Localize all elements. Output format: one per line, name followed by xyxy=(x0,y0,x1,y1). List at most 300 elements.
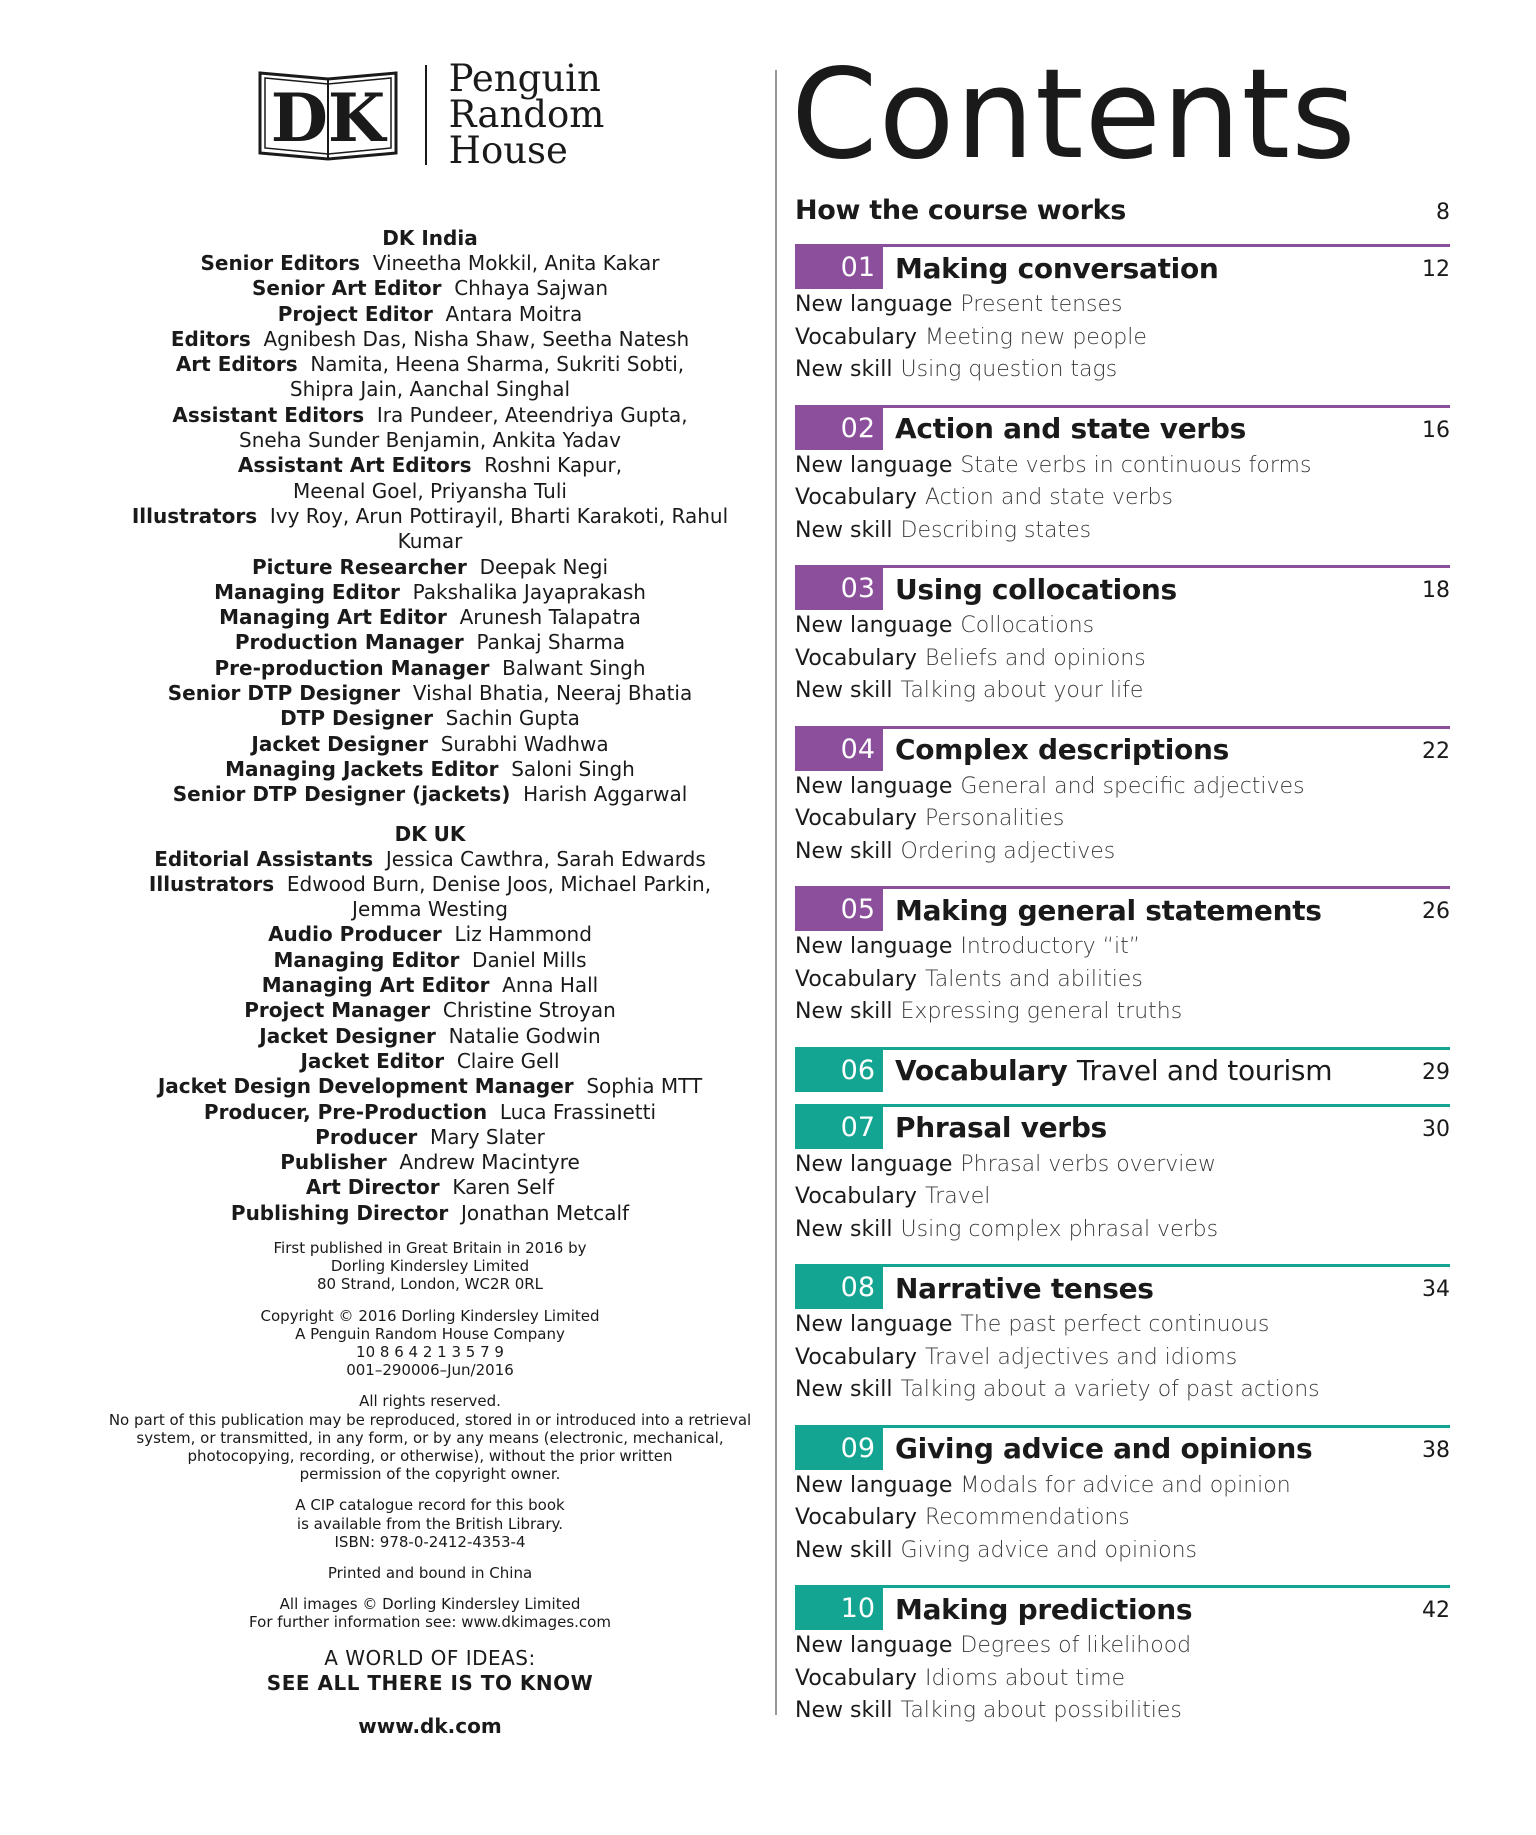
topic-value: Talking about a variety of past actions xyxy=(900,1377,1320,1402)
credit-names: Surabhi Wadhwa xyxy=(440,731,609,756)
credit-line xyxy=(100,327,760,352)
credit-line xyxy=(100,377,760,402)
topic-value: Introductory “it” xyxy=(960,934,1141,959)
unit-title-text: Making conversation xyxy=(895,251,1219,285)
credit-names: Karen Self xyxy=(452,1175,555,1200)
unit-title xyxy=(895,1054,1450,1087)
unit-topic-row xyxy=(795,803,1450,836)
unit-title xyxy=(895,733,1450,766)
unit-number-badge: 05 xyxy=(795,889,883,931)
imprint-line: All images © Dorling Kindersley Limited xyxy=(279,1595,581,1614)
unit-title-text: Vocabulary xyxy=(895,1054,1068,1087)
credit-line xyxy=(100,847,760,872)
unit-number-badge: 10 xyxy=(795,1588,883,1630)
unit-number-badge: 04 xyxy=(795,729,883,771)
unit-topics xyxy=(795,289,1450,387)
credit-role: Project Editor xyxy=(277,301,433,326)
unit-title-text: Action and state verbs xyxy=(895,412,1247,445)
credit-names: Andrew Macintyre xyxy=(399,1150,580,1175)
imprint-line: photocopying, recording, or otherwise), without the prior written xyxy=(187,1447,673,1466)
unit-header[interactable] xyxy=(795,1425,1450,1470)
topic-value: Ordering adjectives xyxy=(900,838,1116,864)
topic-label: Vocabulary xyxy=(795,1665,917,1691)
topic-label: New language xyxy=(795,452,953,478)
imprint-line: 10 8 6 4 2 1 3 5 7 9 xyxy=(356,1343,504,1361)
credit-role: Publishing Director xyxy=(230,1200,449,1225)
unit-topic-row xyxy=(795,1695,1450,1728)
unit-header[interactable] xyxy=(795,1047,1450,1092)
credit-names: Vishal Bhatia, Neeraj Bhatia xyxy=(412,681,693,706)
unit-topic-row xyxy=(795,1214,1450,1247)
topic-label: Vocabulary xyxy=(795,1344,917,1370)
credit-names: Natalie Godwin xyxy=(448,1023,601,1048)
topic-label: New skill xyxy=(795,678,893,703)
credit-line xyxy=(100,1100,760,1125)
imprint-line: Printed and bound in China xyxy=(327,1564,533,1583)
topic-label: New language xyxy=(795,773,953,799)
credit-line xyxy=(100,706,760,731)
unit-page-number: 42 xyxy=(1422,1598,1450,1623)
unit-topic-row xyxy=(795,1342,1450,1375)
credit-role: Project Manager xyxy=(244,998,431,1023)
dk-india-credits xyxy=(100,226,760,808)
unit-title xyxy=(895,1111,1450,1144)
credit-role: Managing Art Editor xyxy=(219,605,447,630)
credit-names: Jemma Westing xyxy=(352,897,508,922)
topic-label: New skill xyxy=(795,838,893,864)
topic-label: New language xyxy=(795,1633,953,1658)
credit-names: Anna Hall xyxy=(502,973,599,998)
toc-unit-01 xyxy=(795,244,1450,387)
credit-names: Balwant Singh xyxy=(502,655,646,680)
unit-header[interactable] xyxy=(795,1104,1450,1149)
topic-value: The past perfect continuous xyxy=(960,1312,1270,1337)
credit-role: Jacket Editor xyxy=(300,1048,445,1073)
cip-block xyxy=(100,1496,760,1551)
credit-role: Senior DTP Designer (jackets) xyxy=(172,782,511,807)
printed-block xyxy=(100,1564,760,1582)
credit-line xyxy=(100,897,760,922)
credit-line xyxy=(100,998,760,1023)
unit-title xyxy=(895,412,1450,445)
imprint-line: For further information see: www.dkimages.com xyxy=(249,1613,611,1632)
unit-topic-row xyxy=(795,482,1450,515)
imprint-line: 80 Strand, London, WC2R 0RL xyxy=(316,1275,544,1294)
tagline-line-1: A WORLD OF IDEAS: xyxy=(324,1645,536,1670)
credit-role: Managing Editor xyxy=(273,947,460,972)
imprint-line: is available from the British Library. xyxy=(296,1514,564,1533)
imprint-line: 001–290006–Jun/2016 xyxy=(346,1361,514,1380)
topic-value: Action and state verbs xyxy=(924,485,1173,510)
topic-value: Beliefs and opinions xyxy=(924,645,1146,671)
unit-number-badge: 02 xyxy=(795,408,883,450)
credit-line xyxy=(100,1201,760,1226)
credit-line xyxy=(100,1150,760,1175)
unit-topic-row xyxy=(795,1630,1450,1663)
topic-label: Vocabulary xyxy=(795,966,917,992)
topic-value: Modals for advice and opinion xyxy=(960,1472,1291,1498)
credit-line xyxy=(100,922,760,947)
topic-value: Travel adjectives and idioms xyxy=(924,1344,1238,1370)
credit-role: Senior Editors xyxy=(200,251,360,275)
credit-line xyxy=(100,428,760,453)
credit-names: Meenal Goel, Priyansha Tuli xyxy=(293,478,567,503)
topic-label: New skill xyxy=(795,1377,893,1402)
credit-names: Luca Frassinetti xyxy=(499,1099,657,1124)
credit-role: Art Director xyxy=(305,1175,440,1200)
unit-page-number: 38 xyxy=(1422,1437,1450,1463)
unit-topic-row xyxy=(795,1502,1450,1535)
topic-label: New language xyxy=(795,1151,953,1177)
unit-topics xyxy=(795,610,1450,708)
imprint-line: All rights reserved. xyxy=(359,1392,501,1411)
topic-label: New language xyxy=(795,1312,953,1337)
credit-line xyxy=(100,479,760,504)
publisher-logo xyxy=(100,57,760,172)
credit-line xyxy=(100,580,760,605)
topic-label: Vocabulary xyxy=(795,324,917,350)
unit-topics xyxy=(795,931,1450,1029)
unit-page-number: 12 xyxy=(1422,257,1450,282)
credit-names: Pakshalika Jayaprakash xyxy=(412,579,646,604)
unit-title-text: Complex descriptions xyxy=(895,733,1229,766)
credit-names: Harish Aggarwal xyxy=(523,782,688,807)
contents-column xyxy=(791,43,1450,1746)
credit-role: Editorial Assistants xyxy=(154,846,374,871)
credit-names: Shipra Jain, Aanchal Singhal xyxy=(289,377,571,402)
credit-role: Managing Editor xyxy=(214,579,400,604)
unit-header[interactable] xyxy=(795,726,1450,771)
unit-topic-row xyxy=(795,1149,1450,1182)
unit-header[interactable] xyxy=(795,565,1450,610)
imprint-line: permission of the copyright owner. xyxy=(299,1465,561,1484)
credit-line xyxy=(100,656,760,681)
imprint-line: First published in Great Britain in 2016 by xyxy=(273,1238,587,1257)
credit-role: Picture Researcher xyxy=(251,554,467,579)
unit-title-text: Making predictions xyxy=(895,1592,1193,1626)
credit-line xyxy=(100,1049,760,1074)
topic-label: New skill xyxy=(795,1216,893,1242)
credit-names: Pankaj Sharma xyxy=(476,630,626,655)
credit-names: Agnibesh Das, Nisha Shaw, Seetha Natesh xyxy=(263,326,690,351)
wordmark-line: Random xyxy=(448,93,605,136)
imprint-line: A Penguin Random House Company xyxy=(295,1324,565,1343)
credit-role: Assistant Art Editors xyxy=(237,453,472,478)
unit-topic-row xyxy=(795,1663,1450,1696)
credit-role: Assistant Editors xyxy=(172,402,365,427)
credit-line xyxy=(100,630,760,655)
credit-line xyxy=(100,948,760,973)
credit-role: Art Editors xyxy=(175,352,298,377)
unit-topic-row xyxy=(795,964,1450,997)
unit-topic-row xyxy=(795,1309,1450,1342)
unit-topic-row xyxy=(795,450,1450,483)
unit-number-badge: 06 xyxy=(795,1050,883,1092)
unit-header[interactable] xyxy=(795,1264,1450,1309)
wordmark-line: Penguin xyxy=(448,57,601,100)
credit-line xyxy=(100,681,760,706)
toc-unit-05 xyxy=(795,886,1450,1029)
unit-title-text: Narrative tenses xyxy=(895,1271,1154,1305)
credit-names: Jessica Cawthra, Sarah Edwards xyxy=(385,846,706,871)
credit-role: Producer, Pre-Production xyxy=(203,1099,488,1124)
unit-page-number: 16 xyxy=(1422,417,1450,443)
rights-block xyxy=(100,1392,760,1483)
tagline-line-2: SEE ALL THERE IS TO KNOW xyxy=(266,1670,594,1695)
unit-page-number: 26 xyxy=(1422,899,1450,924)
dk-logo-icon xyxy=(256,65,401,165)
topic-value: Travel xyxy=(924,1184,991,1209)
unit-title xyxy=(895,1432,1450,1465)
credit-role: Publisher xyxy=(280,1150,387,1175)
credit-names: Ira Pundeer, Ateendriya Gupta, xyxy=(376,402,688,427)
topic-label: Vocabulary xyxy=(795,1184,917,1209)
toc-entry-label: How the course works xyxy=(795,195,1127,226)
topic-label: New skill xyxy=(795,1698,893,1723)
unit-header[interactable] xyxy=(795,405,1450,450)
credit-role: Illustrators xyxy=(131,503,258,528)
credit-role: Production Manager xyxy=(234,630,464,655)
unit-page-number: 18 xyxy=(1422,578,1450,603)
credit-role: Illustrators xyxy=(148,871,275,896)
topic-value: Phrasal verbs overview xyxy=(960,1151,1216,1177)
unit-title xyxy=(895,1272,1450,1305)
imprint-line: Copyright © 2016 Dorling Kindersley Limited xyxy=(260,1306,600,1325)
toc-entry-how-course-works[interactable] xyxy=(795,195,1450,226)
toc-unit-09 xyxy=(795,1425,1450,1568)
unit-topic-row xyxy=(795,771,1450,804)
topic-label: New skill xyxy=(795,517,893,543)
unit-title xyxy=(895,1593,1450,1626)
unit-topics xyxy=(795,1470,1450,1568)
first-published-block xyxy=(100,1239,760,1294)
credit-role: Jacket Designer xyxy=(259,1023,436,1048)
topic-value: Talking about possibilities xyxy=(900,1698,1182,1723)
credit-line xyxy=(100,872,760,897)
topic-value: Giving advice and opinions xyxy=(900,1537,1198,1563)
toc-unit-03 xyxy=(795,565,1450,708)
toc-unit-06 xyxy=(795,1047,1450,1092)
topic-label: New language xyxy=(795,934,953,959)
unit-topics xyxy=(795,1630,1450,1728)
wordmark-line: House xyxy=(448,129,568,172)
unit-topic-row xyxy=(795,675,1450,708)
topic-value: Meeting new people xyxy=(924,324,1147,350)
unit-title-text: Using collocations xyxy=(895,572,1177,606)
topic-value: Personalities xyxy=(924,806,1065,831)
unit-title-text: Phrasal verbs xyxy=(895,1111,1107,1144)
credit-role: Pre-production Manager xyxy=(214,655,490,680)
imprint-line: A CIP catalogue record for this book xyxy=(295,1496,565,1515)
unit-title xyxy=(895,894,1450,927)
credit-role: Producer xyxy=(315,1124,418,1149)
credit-names: Chhaya Sajwan xyxy=(454,276,609,301)
unit-topic-row xyxy=(795,1470,1450,1503)
unit-topic-row xyxy=(795,836,1450,869)
credit-line xyxy=(100,973,760,998)
topic-label: Vocabulary xyxy=(795,806,917,831)
unit-number-badge: 03 xyxy=(795,568,883,610)
unit-topic-row xyxy=(795,610,1450,643)
dk-uk-credits xyxy=(100,822,760,1226)
unit-topic-row xyxy=(795,354,1450,387)
topic-label: New skill xyxy=(795,1537,893,1563)
topic-value: Collocations xyxy=(960,613,1095,638)
topic-value: Idioms about time xyxy=(924,1665,1126,1691)
penguin-random-house-wordmark xyxy=(427,57,605,172)
unit-page-number: 30 xyxy=(1422,1116,1450,1142)
topic-label: Vocabulary xyxy=(795,485,917,510)
unit-number-badge: 07 xyxy=(795,1107,883,1149)
credit-role: Senior Art Editor xyxy=(251,276,442,301)
credit-line xyxy=(100,1074,760,1099)
toc-unit-04 xyxy=(795,726,1450,869)
unit-topic-row xyxy=(795,643,1450,676)
imprint-line: system, or transmitted, in any form, or by any means (electronic, mechanical, xyxy=(136,1428,724,1447)
topic-value: Recommendations xyxy=(924,1505,1130,1530)
topic-value: Present tenses xyxy=(960,292,1123,317)
unit-number-badge: 01 xyxy=(795,247,883,289)
credit-names: Roshni Kapur, xyxy=(484,453,623,478)
topic-value: Using question tags xyxy=(900,357,1118,382)
unit-topic-row xyxy=(795,996,1450,1029)
credit-names: Sneha Sunder Benjamin, Ankita Yadav xyxy=(239,428,621,453)
unit-topic-row xyxy=(795,1535,1450,1568)
unit-page-number: 29 xyxy=(1422,1059,1450,1085)
credit-line xyxy=(100,276,760,301)
credit-line xyxy=(100,555,760,580)
topic-value: General and specific adjectives xyxy=(960,773,1305,799)
unit-topics xyxy=(795,771,1450,869)
credit-names: Liz Hammond xyxy=(454,922,592,947)
unit-page-number: 22 xyxy=(1422,738,1450,764)
credit-line xyxy=(100,1125,760,1150)
toc-unit-02 xyxy=(795,405,1450,548)
unit-topic-row xyxy=(795,1181,1450,1214)
credit-names: Claire Gell xyxy=(456,1048,560,1073)
topic-label: New skill xyxy=(795,999,893,1024)
dk-india-heading: DK India xyxy=(382,226,478,250)
credit-line xyxy=(100,504,760,555)
credit-role: Jacket Designer xyxy=(251,731,428,756)
unit-topics xyxy=(795,450,1450,548)
unit-title-text: Giving advice and opinions xyxy=(895,1432,1313,1465)
unit-topic-row xyxy=(795,322,1450,355)
topic-label: New language xyxy=(795,1472,953,1498)
credit-names: Mary Slater xyxy=(430,1124,545,1149)
unit-subtitle: Travel and tourism xyxy=(1076,1054,1333,1087)
imprint-line: Dorling Kindersley Limited xyxy=(330,1257,530,1276)
unit-topic-row xyxy=(795,289,1450,322)
credit-line xyxy=(100,302,760,327)
toc-unit-08 xyxy=(795,1264,1450,1407)
copyright-block xyxy=(100,1307,760,1380)
dk-logo-text: DK xyxy=(270,79,385,157)
unit-topics xyxy=(795,1309,1450,1407)
credit-line xyxy=(100,1175,760,1200)
topic-label: Vocabulary xyxy=(795,1505,917,1530)
credit-names: Sophia MTT xyxy=(586,1074,703,1099)
imprint-column xyxy=(100,57,760,1738)
imprint-line: No part of this publication may be reproduced, stored in or introduced into a retrieval xyxy=(108,1410,752,1429)
topic-label: Vocabulary xyxy=(795,645,917,671)
credit-names: Jonathan Metcalf xyxy=(460,1200,630,1225)
credit-names: Vineetha Mokkil, Anita Kakar xyxy=(372,251,660,275)
unit-topic-row xyxy=(795,515,1450,548)
credit-line xyxy=(100,251,760,276)
credit-names: Daniel Mills xyxy=(472,947,587,972)
credit-line xyxy=(100,453,760,478)
unit-header[interactable] xyxy=(795,1585,1450,1630)
unit-number-badge: 09 xyxy=(795,1428,883,1470)
unit-topic-row xyxy=(795,931,1450,964)
column-divider xyxy=(775,70,777,1715)
credit-line xyxy=(100,732,760,757)
credit-names: Saloni Singh xyxy=(511,756,635,781)
topic-value: State verbs in continuous forms xyxy=(960,452,1312,478)
dk-uk-heading: DK UK xyxy=(394,821,466,846)
unit-topic-row xyxy=(795,1374,1450,1407)
unit-number-badge: 08 xyxy=(795,1267,883,1309)
toc-page-number: 8 xyxy=(1436,200,1450,225)
credit-names: Christine Stroyan xyxy=(442,998,616,1023)
credit-role: Managing Jackets Editor xyxy=(225,756,499,781)
credit-names: Ivy Roy, Arun Pottirayil, Bharti Karakoti, Rahul Kumar xyxy=(269,503,729,554)
imprint-line: ISBN: 978-0-2412-4353-4 xyxy=(334,1532,526,1551)
credit-line xyxy=(100,1024,760,1049)
topic-value: Expressing general truths xyxy=(900,999,1183,1024)
credit-names: Edwood Burn, Denise Joos, Michael Parkin, xyxy=(286,871,712,896)
credit-names: Sachin Gupta xyxy=(445,706,580,731)
credit-role: Editors xyxy=(170,326,251,351)
credit-line xyxy=(100,403,760,428)
credit-line xyxy=(100,757,760,782)
credit-line xyxy=(100,352,760,377)
topic-label: New language xyxy=(795,613,953,638)
unit-page-number: 34 xyxy=(1422,1277,1450,1302)
credit-line xyxy=(100,782,760,807)
topic-value: Degrees of likelihood xyxy=(960,1633,1192,1658)
toc-unit-07 xyxy=(795,1104,1450,1247)
unit-header[interactable] xyxy=(795,244,1450,289)
credit-role: Senior DTP Designer xyxy=(167,681,401,706)
topic-label: New skill xyxy=(795,357,893,382)
unit-title xyxy=(895,573,1450,606)
website-link[interactable]: www.dk.com xyxy=(358,1713,502,1738)
toc-unit-10 xyxy=(795,1585,1450,1728)
topic-value: Talking about your life xyxy=(900,678,1144,703)
credit-names: Antara Moitra xyxy=(445,301,583,326)
credit-role: Audio Producer xyxy=(268,922,442,947)
credit-names: Deepak Negi xyxy=(479,554,608,579)
credit-role: Managing Art Editor xyxy=(261,973,490,998)
unit-title xyxy=(895,252,1450,285)
contents-title: Contents xyxy=(791,43,1357,187)
topic-value: Talents and abilities xyxy=(924,966,1143,992)
credit-role: DTP Designer xyxy=(280,706,433,731)
unit-title-text: Making general statements xyxy=(895,893,1322,927)
images-block xyxy=(100,1595,760,1631)
credit-names: Namita, Heena Sharma, Sukriti Sobti, xyxy=(310,352,685,377)
credit-role: Jacket Design Development Manager xyxy=(157,1074,574,1099)
unit-header[interactable] xyxy=(795,886,1450,931)
topic-value: Describing states xyxy=(900,517,1092,543)
credit-line xyxy=(100,605,760,630)
topic-label: New language xyxy=(795,292,953,317)
credit-names: Arunesh Talapatra xyxy=(459,605,641,630)
unit-topics xyxy=(795,1149,1450,1247)
topic-value: Using complex phrasal verbs xyxy=(900,1216,1219,1242)
